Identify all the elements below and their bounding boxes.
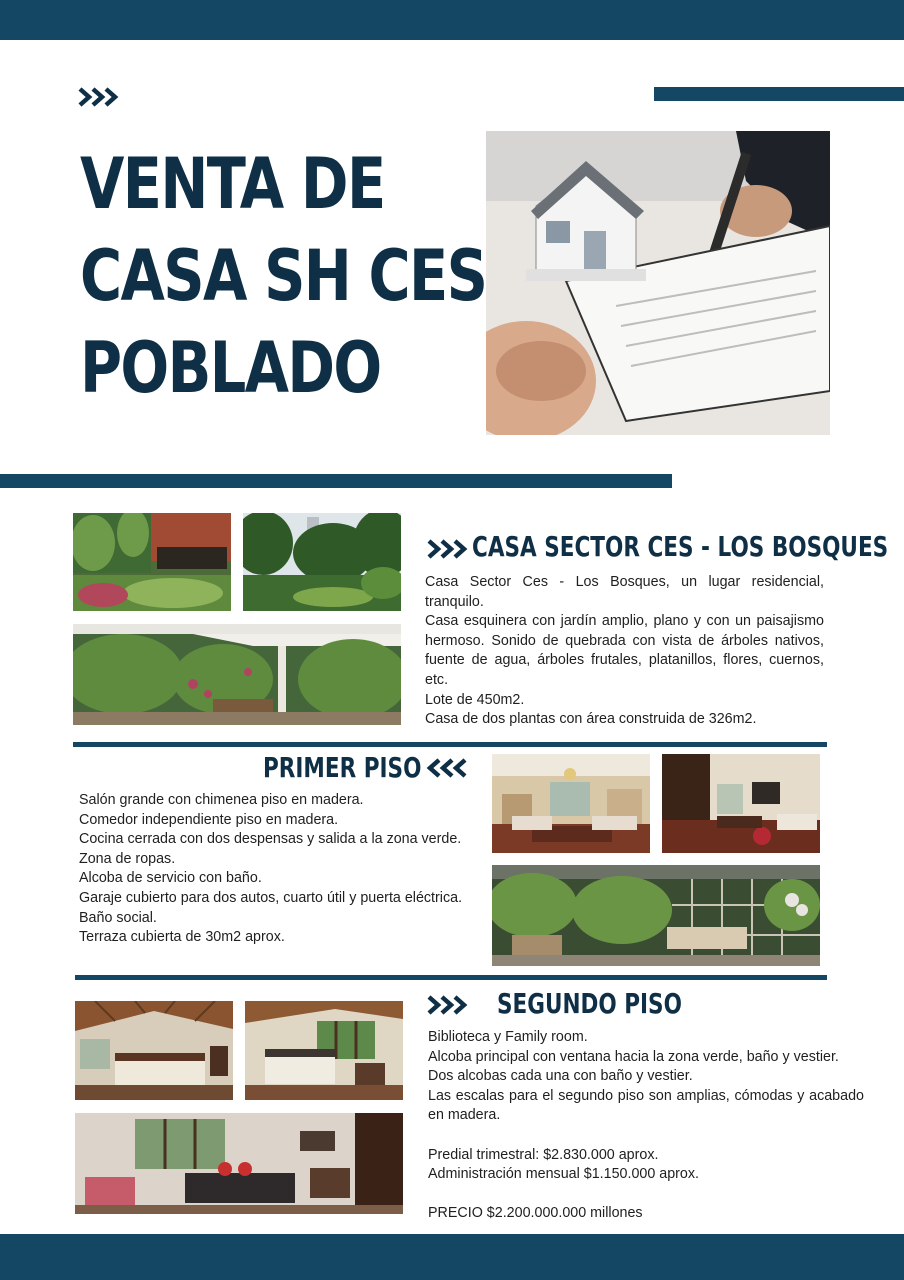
title-line-2: CASA SH CES <box>80 235 487 317</box>
triple-chevron-right-icon <box>78 86 120 108</box>
bottom-band <box>0 1234 904 1280</box>
photo-covered-terrace <box>73 624 401 725</box>
primer-piso-list <box>79 791 489 948</box>
list-item: Salón grande con chimenea piso en madera. <box>79 792 364 808</box>
list-item: Alcoba de servicio con baño. <box>79 870 262 887</box>
list-item: Comedor independiente piso en madera. <box>79 811 339 828</box>
sector-heading: CASA SECTOR CES - LOS BOSQUES <box>472 530 889 563</box>
photo-master-bedroom <box>75 1001 233 1100</box>
photo-dining-room <box>662 754 820 853</box>
divider-bar-wide <box>0 474 672 488</box>
list-item: Garaje cubierto para dos autos, cuarto útil y puerta eléctrica. <box>79 889 463 906</box>
hero-photo-contract <box>486 131 830 435</box>
price: PRECIO $2.200.000.000 millones <box>428 1205 643 1222</box>
segundo-piso-list <box>428 1028 864 1224</box>
administracion-cost: Administración mensual $1.150.000 aprox. <box>428 1166 700 1183</box>
photo-living-room <box>492 754 650 853</box>
sector-paragraph: Casa de dos plantas con área construida de 326m2. <box>425 711 757 728</box>
sector-paragraph: Lote de 450m2. <box>425 691 525 708</box>
sector-paragraph: Casa Sector Ces - Los Bosques, un lugar residencial, tranquilo. <box>425 574 824 610</box>
sector-description <box>425 573 824 730</box>
photo-bedroom-window <box>245 1001 403 1100</box>
title-line-3: POBLADO <box>80 327 381 409</box>
list-item: Zona de ropas. <box>79 850 176 867</box>
title-line-1: VENTA DE <box>80 143 385 225</box>
photo-guest-bedroom <box>75 1113 403 1214</box>
primer-piso-heading: PRIMER PISO <box>263 751 422 784</box>
list-item: Alcoba principal con ventana hacia la zona verde, baño y vestier. <box>428 1048 839 1065</box>
list-item: Las escalas para el segundo piso son amplias, cómodas y acabado en madera. <box>428 1087 864 1124</box>
page-title <box>80 138 486 414</box>
sector-paragraph: Casa esquinera con jardín amplio, plano y con un paisajismo hermoso. Sonido de quebrada con vista de árboles nativos, fuente de agua, árboles frutales, platanillos, flores, cuernos, etc. <box>425 613 824 688</box>
top-band <box>0 0 904 40</box>
triple-chevron-right-icon <box>427 538 471 560</box>
triple-chevron-right-icon <box>427 994 471 1016</box>
segundo-piso-heading: SEGUNDO PISO <box>497 987 682 1020</box>
divider-line-2 <box>75 975 827 980</box>
list-item: Baño social. <box>79 909 157 926</box>
photo-terrace-plants <box>492 865 820 966</box>
divider-line-1 <box>73 742 827 747</box>
accent-bar-top-right <box>654 87 904 101</box>
list-item: Terraza cubierta de 30m2 aprox. <box>79 929 285 946</box>
photo-garden-trees <box>243 513 401 611</box>
list-item: Cocina cerrada con dos despensas y salida a la zona verde. <box>79 831 462 848</box>
predial-cost: Predial trimestral: $2.830.000 aprox. <box>428 1146 659 1163</box>
list-item: Dos alcobas cada una con baño y vestier. <box>428 1068 693 1085</box>
list-item: Biblioteca y Family room. <box>428 1029 588 1045</box>
photo-garden-house <box>73 513 231 611</box>
triple-chevron-left-icon <box>425 757 469 779</box>
